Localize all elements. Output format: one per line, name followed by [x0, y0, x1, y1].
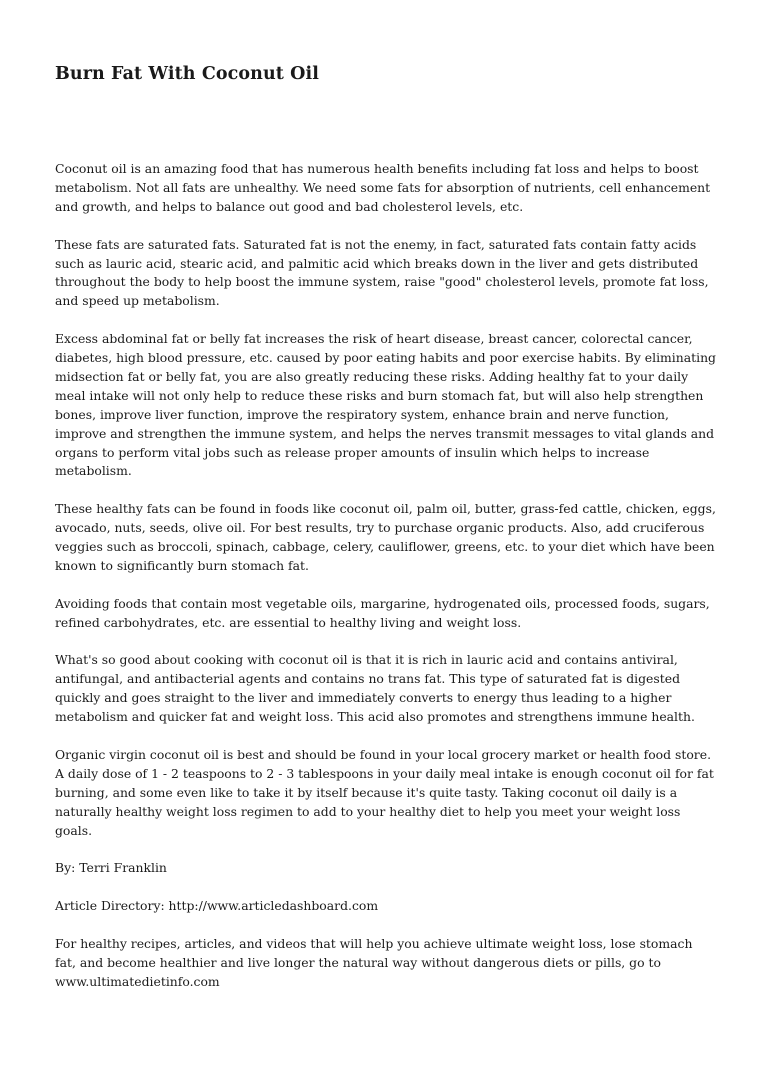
paragraph-intro: Coconut oil is an amazing food that has numerous health benefits including fat loss and helps to boost metabolism. Not all fats are unhealthy. We need some fats for absorption of nutrients, cell enhancement and growth, and helps to balance out good and bad cholesterol levels, etc.: [55, 161, 711, 214]
paragraph-belly-fat: Excess abdominal fat or belly fat increases the risk of heart disease, breast cancer, colorectal cancer, diabetes, high blood pressure, etc. caused by poor eating habits and poor exercise habits. By eliminating midsection fat or belly fat, you are also greatly reducing these risks. Adding healthy fat to your daily meal intake will not only help to reduce these risks and burn stomach fat, but will also help strengthen bones, improve liver function, improve the respiratory system, enhance brain and nerve function, improve and strengthen the immune system, and helps the nerves transmit messages to vital glands and organs to perform vital jobs such as release proper amounts of insulin which helps to increase metabolism.: [55, 331, 716, 479]
paragraph-avoid-foods: Avoiding foods that contain most vegetable oils, margarine, hydrogenated oils, processed foods, sugars, refined carbohydrates, etc. are essential to healthy living and weight loss.: [55, 595, 710, 630]
paragraph-healthy-fats: These healthy fats can be found in foods like coconut oil, palm oil, butter, grass-fed cattle, chicken, eggs, avocado, nuts, seeds, olive oil. For best results, try to purchase organic products. Also, add cruciferous veggies such as broccoli, spinach, cabbage, celery, cauliflower, greens, etc. to your diet which have been known to significantly burn stomach fat.: [55, 501, 716, 573]
paragraph-closing: For healthy recipes, articles, and videos that will help you achieve ultimate weight loss, lose stomach fat, and become healthier and live longer the natural way without dangerous diets or pills, go to www.ultimatedietinfo.com: [55, 936, 693, 989]
article-body: [55, 160, 717, 992]
paragraph-saturated-fats: These fats are saturated fats. Saturated fat is not the enemy, in fact, saturated fats contain fatty acids such as lauric acid, stearic acid, and palmitic acid which breaks down in the liver and gets distributed throughout the body to help boost the immune system, raise "good" cholesterol levels, promote fat loss, and speed up metabolism.: [55, 236, 709, 309]
paragraph-author: By: Terri Franklin: [55, 860, 167, 876]
paragraph-cooking: What's so good about cooking with coconut oil is that it is rich in lauric acid and contains antiviral, antifungal, and antibacterial agents and contains no trans fat. This type of saturated fat is digested quickly and goes straight to the liver and immediately converts to energy thus leading to a higher metabolism and quicker fat and weight loss. This acid also promotes and strengthens immune health.: [55, 652, 695, 725]
document-content: [55, 62, 717, 1011]
page-title: Burn Fat With Coconut Oil: [55, 64, 320, 84]
paragraph-dosage: Organic virgin coconut oil is best and should be found in your local grocery market or health food store. A daily dose of 1 - 2 teaspoons to 2 - 3 tablespoons in your daily meal intake is enough coconut oil for fat burning, and some even like to take it by itself because it's quite tasty. Taking coconut oil daily is a naturally healthy weight loss regimen to add to your healthy diet to help you meet your weight loss goals.: [55, 747, 714, 838]
paragraph-directory: Article Directory: http://www.articledashboard.com: [55, 898, 379, 914]
